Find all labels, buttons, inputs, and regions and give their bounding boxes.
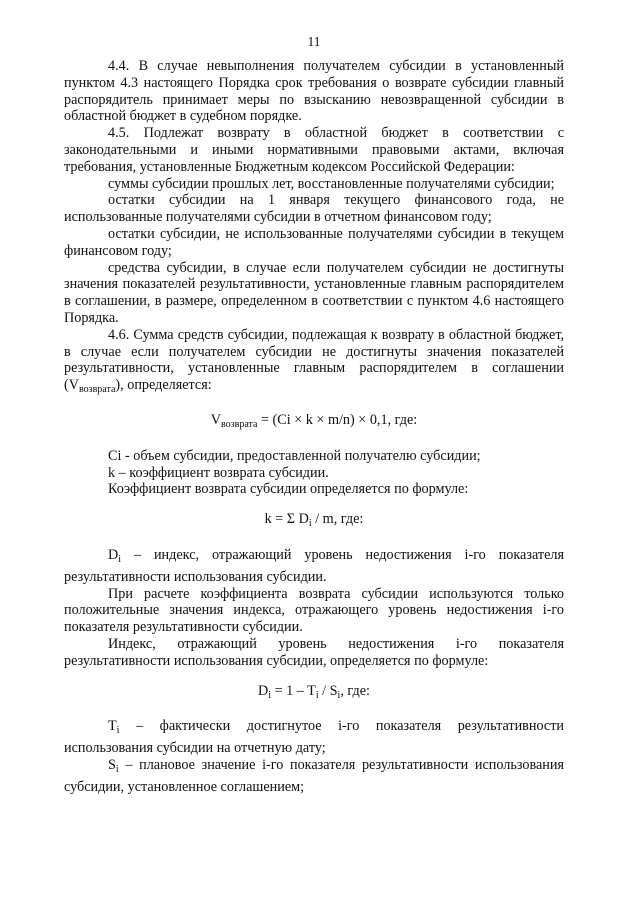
- list-item-funds-not-achieved: средства субсидии, в случае если получателем субсидии не достигнуты значения показателей результативности, установленные главным распорядителем в соглашении, в размере, определенном в соответствии с пунктом 4.6 настоящего Порядка.: [64, 259, 564, 326]
- list-item-remainders-current: остатки субсидии, не использованные получателями субсидии в текущем финансовом году;: [64, 225, 564, 259]
- formula-v-return: $V_{возврата} = (Ci \times k \times m/n) \times 0,1$, где:: [210, 411, 418, 430]
- definition-di: $D_i$ – индекс, отражающий уровень недостижения i-го показателя результативности использования субсидии.: [64, 546, 564, 585]
- paragraph-index-formula-intro: Индекс, отражающий уровень недостижения i-го показателя результативности использования субсидии, определяется по формуле:: [64, 635, 564, 669]
- definition-ci: Ci - объем субсидии, предоставленной получателю субсидии;: [108, 447, 481, 464]
- paragraph-4-4: 4.4. В случае невыполнения получателем субсидии в установленный пунктом 4.3 настоящего Порядка срок требования о возврате субсидии главный распорядитель принимает меры по взысканию невозвращенной субсидии в областной бюджет в судебном порядке.: [64, 58, 564, 125]
- coefficient-intro: Коэффициент возврата субсидии определяется по формуле:: [108, 481, 469, 498]
- paragraph-4-5: 4.5. Подлежат возврату в областной бюджет в соответствии с законодательными и иными нормативными правовыми актами, включая требования, установленные Бюджетным кодексом Российской Федерации:: [64, 125, 564, 175]
- paragraph-positive-values: При расчете коэффициента возврата субсидии используются только положительные значения индекса, отражающего уровень недостижения i-го показателя результативности субсидии.: [64, 585, 564, 636]
- list-item-remainders-january: остатки субсидии на 1 января текущего финансового года, не использованные получателями субсидии в отчетном финансовом году;: [64, 192, 564, 226]
- list-item-past-years: суммы субсидии прошлых лет, восстановленные получателями субсидии;: [108, 175, 555, 192]
- definition-k: k – коэффициент возврата субсидии.: [108, 464, 329, 481]
- formula-k: k = Σ $D_i$ / m, где:: [264, 511, 364, 530]
- formula-di: $D_i = 1 - T_i / S_i$, где:: [258, 682, 370, 701]
- paragraph-4-6: 4.6. Сумма средств субсидии, подлежащая к возврату в областной бюджет, в случае если получателем субсидии не достигнуты значения показателей результативности, установленные главным распорядителем в соглашении $(V_{возврата})$, определяется:: [64, 326, 564, 396]
- definition-ti: $T_i$ – фактически достигнутое i-го показателя результативности использования субсидии на отчетную дату;: [64, 718, 564, 757]
- definition-si: $S_i$ – плановое значение i-го показателя результативности использования субсидии, установленное соглашением;: [64, 756, 564, 795]
- page-number: 11: [307, 34, 321, 49]
